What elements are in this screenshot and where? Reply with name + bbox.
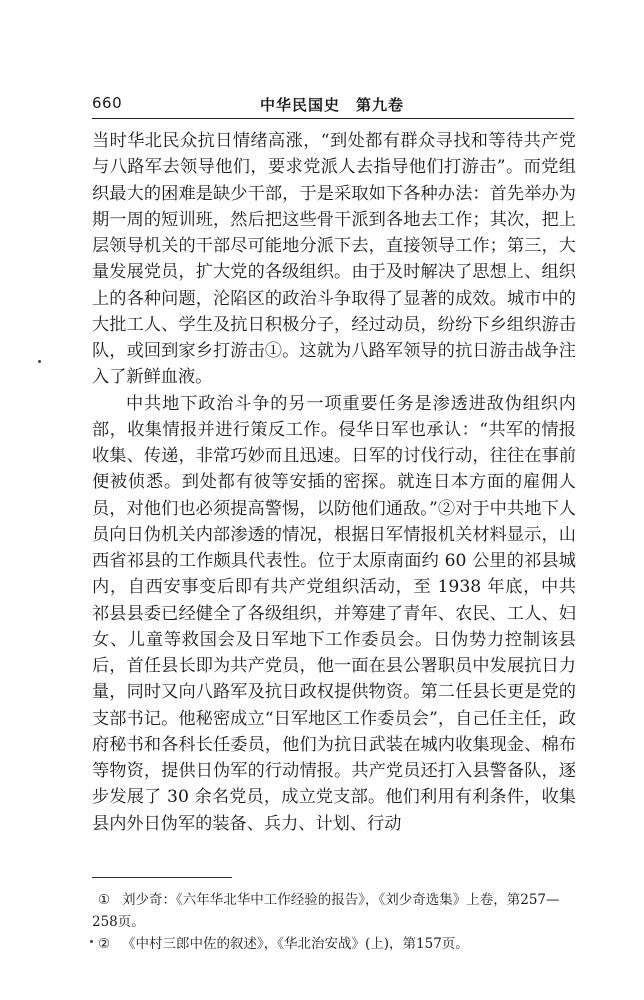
footnotes [92, 889, 576, 955]
scan-speck [38, 360, 41, 363]
scan-speck [90, 940, 93, 943]
body-text [92, 128, 576, 837]
footnote-text: 《中村三郎中佐的叙述》，《华北治安战》(上)，第157页。 [122, 936, 469, 952]
paragraph-2: 中共地下政治斗争的另一项重要任务是渗透进敌伪组织内部，收集情报并进行策反工作。侵华日军也承认：“共军的情报收集、传递，非常巧妙而且迅速。日军的讨伐行动，往往在事前便被侦悉。到处都有彼等安插的密探。就连日本方面的雇佣人员，对他们也必须提高警惕，以防他们通敌。”②对于中共地下人员向日伪机关内部渗透的情况，根据日军情报机关材料显示，山西省祁县的工作颇具代表性。位于太原南面约 60 公里的祁县城内，自西安事变后即有共产党组织活动，至 1938 年底，中共祁县县委已经健全了各级组织，并筹建了青年、农民、工人、妇女、儿童等救国会及日军地下工作委员会。日伪势力控制该县后，首任县长即为共产党员，他一面在县公署职员中发展抗日力量，同时又向八路军及抗日政权提供物资。第二任县长更是党的支部书记。他秘密成立“日军地区工作委员会”，自己任主任，政府秘书和各科长任委员，他们为抗日武装在城内收集现金、棉布等物资，提供日伪军的行动情报。共产党员还打入县警备队，逐步发展了 30 余名党员，成立党支部。他们利用有利条件，收集县内外日伪军的装备、兵力、计划、行动 [92, 393, 576, 834]
footnote-rule [92, 877, 232, 878]
footnote-text: 刘少奇：《六年华北华中工作经验的报告》，《刘少奇选集》上卷，第257—258页。 [92, 892, 560, 930]
header-rule [92, 118, 574, 119]
running-title: 中华民国史 第九卷 [259, 96, 404, 114]
paragraph-1: 当时华北民众抗日情绪高涨，“到处都有群众寻找和等待共产党与八路军去领导他们，要求党派人去指导他们打游击”。而党组织最大的困难是缺少干部，于是采取如下各种办法：首先举办为期一周的短训班，然后把这些骨干派到各地去工作；其次，把上层领导机关的干部尽可能地分派下去，直接领导工作；第三，大量发展党员，扩大党的各级组织。由于及时解决了思想上、组织上的各种问题，沦陷区的政治斗争取得了显著的成效。城市中的大批工人、学生及抗日积极分子，经过动员，纷纷下乡组织游击队，或回到家乡打游击①。这就为八路军领导的抗日游击战争注入了新鲜血液。 [92, 131, 576, 388]
footnote-marker: ① [98, 892, 111, 908]
page-number: 660 [92, 94, 123, 112]
page-header [92, 92, 572, 116]
footnote-marker: ② [98, 936, 111, 952]
footnote-1 [92, 889, 576, 933]
footnote-2 [92, 933, 576, 955]
